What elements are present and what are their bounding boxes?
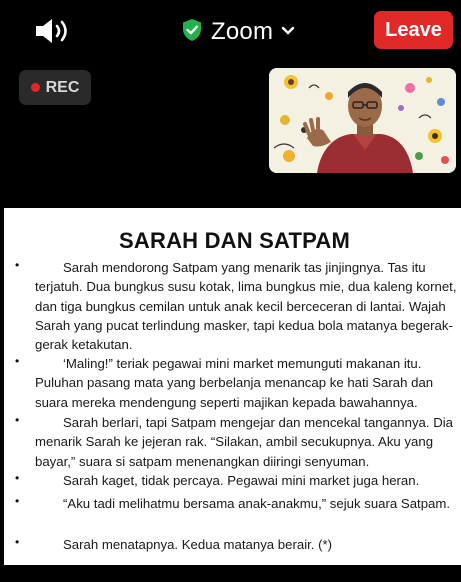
shield-check-icon: [181, 18, 203, 47]
meeting-top-bar: [0, 0, 461, 62]
recording-indicator[interactable]: [19, 70, 91, 105]
speaker-icon[interactable]: [34, 16, 74, 46]
bullet-icon: •: [15, 471, 20, 485]
bullet-icon: •: [15, 258, 20, 272]
participant-video-thumbnail[interactable]: [269, 68, 456, 173]
list-item: [15, 413, 461, 471]
bullet-icon: •: [15, 535, 20, 549]
list-item: [15, 258, 461, 354]
chevron-down-icon: [281, 23, 295, 41]
meeting-title: Zoom: [211, 18, 274, 45]
record-dot-icon: [31, 83, 40, 92]
paragraph-text: Sarah menatapnya. Kedua matanya berair. (*): [63, 537, 333, 552]
paragraph-text: ‘Maling!” teriak pegawai mini market memunguti makanan itu. Puluhan pasang mata yang berbelanja menancap ke hati Sarah dan suara mereka mendengung seperti majikan kepada bawahannya.: [35, 356, 434, 410]
leave-button[interactable]: Leave: [374, 11, 453, 49]
paragraph-text: Sarah mendorong Satpam yang menarik tas jinjingnya. Tas itu terjatuh. Dua bungkus susu kotak, lima bungkus mie, dua kaleng kornet, dan tiga bungkus cemilan untuk anak kecil berceceran di lantai. Wajah Sarah yang pucat terlindung masker, tapi kedua bola matanya begerak-gerak ketakutan.: [35, 260, 457, 353]
meeting-title-dropdown[interactable]: [181, 16, 295, 48]
recording-label: REC: [45, 78, 80, 96]
shared-screen-document: [4, 208, 461, 565]
bullet-icon: •: [15, 354, 20, 368]
list-item: [15, 354, 461, 412]
bullet-icon: •: [15, 494, 20, 508]
bullet-icon: •: [15, 413, 20, 427]
paragraph-text: Sarah kaget, tidak percaya. Pegawai mini market juga heran.: [63, 473, 420, 488]
list-item: [15, 494, 461, 513]
paragraph-text: “Aku tadi melihatmu bersama anak-anakmu,” sejuk suara Satpam.: [63, 496, 451, 511]
participant-video-frame: [269, 68, 456, 173]
paragraph-text: Sarah berlari, tapi Satpam mengejar dan mencekal tangannya. Dia menarik Sarah ke jejeran rak. “Silakan, ambil secukupnya. Aku yang bayar,” suara si satpam menenangkan diiringi senyuman.: [35, 415, 453, 469]
list-item: [15, 471, 461, 490]
document-title: SARAH DAN SATPAM: [119, 228, 350, 253]
list-item: [15, 535, 461, 554]
